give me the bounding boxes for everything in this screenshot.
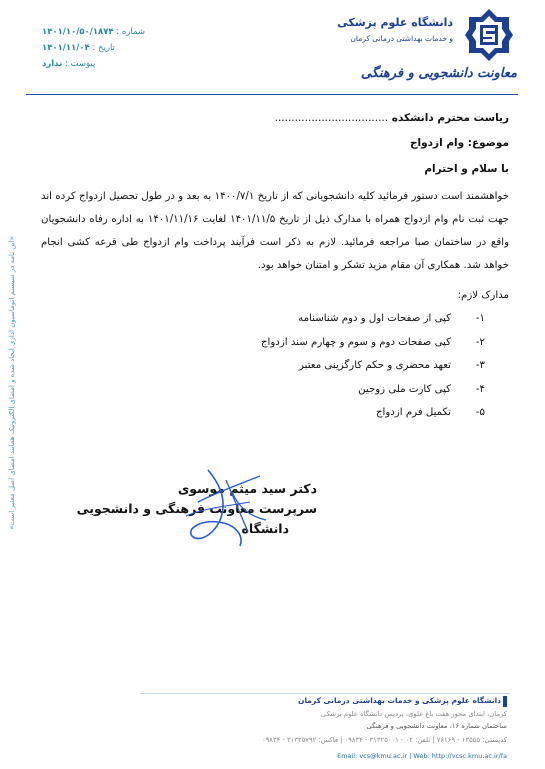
footer-accent-bar: [503, 696, 507, 707]
side-note-text: «این نامه در سیستم اتوماسیون اداری ایجاد شده و امضای الکترونیک همانند امضای اصل معتبر است»: [8, 235, 16, 530]
documents-heading: مدارک لازم:: [457, 290, 509, 301]
footer-address: کرمان، ابتدای محور هفت باغ علوی، پردیس دانشگاه علوم پزشکی: [320, 710, 507, 718]
number-label: شماره :: [116, 27, 146, 37]
item-text: کپی صفحات دوم و سوم و چهارم سند ازدواج: [260, 336, 451, 348]
letter-number: [42, 27, 145, 37]
list-item: [261, 407, 485, 431]
department-title: معاونت دانشجویی و فرهنگی: [360, 66, 517, 81]
item-text: کپی کارت ملی زوجین: [358, 383, 451, 395]
item-number: ۴-: [475, 383, 485, 395]
letter-attachment: [42, 59, 95, 69]
item-text: تعهد محضری و حکم کارگزینی معتبر: [299, 360, 451, 371]
letter-date: [42, 43, 115, 53]
documents-list: [261, 313, 485, 431]
item-number: ۵-: [475, 407, 485, 418]
addressee-dots: ..................................: [274, 112, 389, 124]
letter-body: خواهشمند است دستور فرمائید کلیه دانشجویانی که از تاریخ ۱۴۰۰/۷/۱ به بعد و در طول تحصیل ازدواج کرده اند جهت ثبت نام وام ازدواج همراه با مدارک ذیل از تاریخ ۱۴۰۱/۱۱/۵ لغایت ۱۴۰۱/۱۱/۱۶ به اداره رفاه دانشجویان واقع در ساختمان صبا مراجعه فرمائید. لازم به ذکر است فرآیند پرداخت وام ازدواج طی قرعه کشی انجام خواهد شد. همکاری آن مقام مزید تشکر و امتنان خواهد بود.: [41, 191, 509, 271]
greeting: با سلام و احترام: [424, 163, 509, 175]
university-logo: [464, 8, 514, 62]
attachment-value: ندارد: [42, 59, 63, 69]
footer-org-name: دانشگاه علوم پزشکی و خدمات بهداشتی درمانی کرمان: [298, 696, 501, 705]
electronic-signature-note: [6, 215, 18, 550]
number-value: ۱۴۰۱/۱۰/۵۰/۱۸۷۴: [42, 27, 114, 37]
attachment-label: پیوست :: [64, 59, 96, 69]
list-item: [261, 313, 485, 337]
signatory-name: دکتر سید میثم موسوی: [177, 481, 317, 496]
list-item: [261, 337, 485, 361]
footer-divider: [140, 693, 510, 694]
item-number: ۱-: [475, 313, 485, 324]
letter-subject: موضوع: وام ازدواج: [409, 137, 509, 149]
header-divider: [26, 94, 518, 95]
item-text: تکمیل فرم ازدواج: [375, 407, 451, 418]
item-number: ۲-: [475, 336, 485, 348]
date-label: تاریخ :: [92, 43, 115, 53]
list-item: [261, 360, 485, 384]
date-value: ۱۴۰۱/۱۱/۰۴: [42, 43, 90, 53]
footer-contact: کدپستی: ۱۳۵۵۵ - ۷۶۱۶۹ | تلفن: ۰۲ - ۳۱۳۲۵۰۰۱ - ۰۹۸۳۴ | فاکس: ۳۱۳۲۵۷۹۲ - ۰۹۸۳۴: [262, 736, 507, 744]
addressee: [275, 112, 509, 124]
list-item: [261, 384, 485, 408]
handwritten-signature: [178, 462, 278, 552]
signatory-title: سرپرست معاونت فرهنگی و دانشجویی: [76, 501, 317, 516]
item-text: کپی از صفحات اول و دوم شناسنامه: [298, 313, 451, 324]
item-number: ۳-: [475, 360, 485, 371]
footer-building: ساختمان شماره ۱۶، معاونت دانشجویی و فرهنگی: [366, 722, 507, 730]
university-name: دانشگاه علوم پزشکی: [337, 16, 453, 29]
signatory-organization: دانشگاه: [241, 521, 289, 536]
footer-email-web: Email: vcs@kmu.ac.ir | Web: http://vcsc.kmu.ac.ir/fa: [337, 752, 507, 760]
addressee-text: ریاست محترم دانشکده: [391, 112, 509, 124]
university-subtitle: و خدمات بهداشتی درمانی کرمان: [350, 34, 453, 43]
